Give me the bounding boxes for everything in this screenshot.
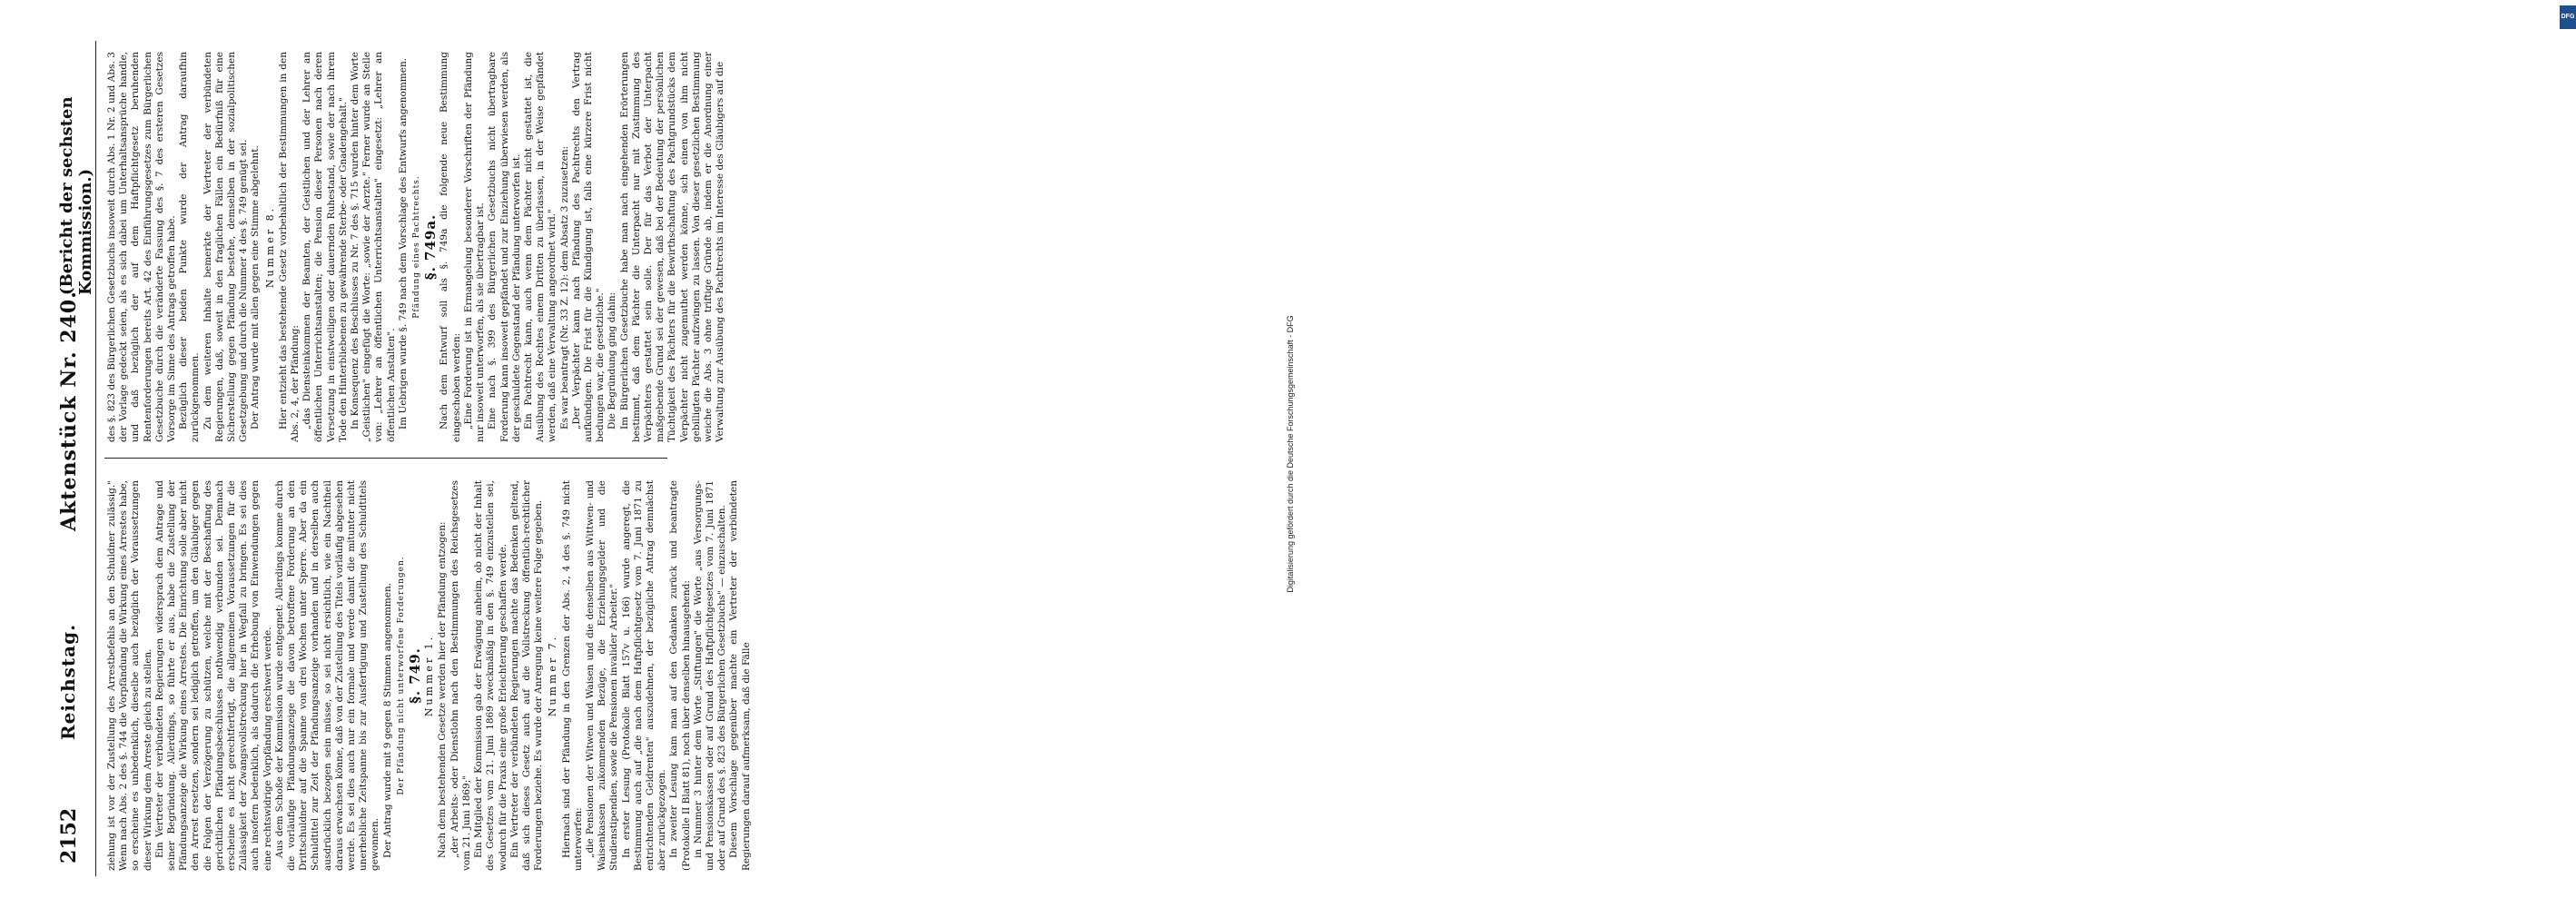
credit-text: Digitalisierung gefördert durch die Deutsche Forschungsgemeinschaft - DFG [1286,315,1295,593]
digitization-credit [1278,0,2575,908]
rotated-page [52,41,1250,876]
paragraph: in Nummer 3 hinter dem Worte „Stiftungen" die Worte „aus Versorgungs- und Pensionskassen oder auf Grund des Haftpflichtgesetzes vom 7. Juni 1871 oder auf Grund des §. 823 des Bürgerlichen Gesetzbuchs" — einzuschalten. [692,480,728,871]
paragraph: Bezüglich dieser beiden Punkte wurde der Antrag daraufhin zurückgenommen. [178,52,202,442]
paragraph: Im Bürgerlichen Gesetzbuche habe man nach eingehenden Erörterungen bestimmt, daß dem Pächter die Unterpacht nur mit Zustimmung des Verpächters gestattet sein solle. Der für das Verbot der Unterpacht maßgebende Grund sei der gewesen, daß bei der Bedeutung der persönlichen Tüchtigkeit des Pächters für die Bewirthschaftung des Pachtgrundstücks dem Verpächter nicht zugemuthet werden könne, sich einen von ihm nicht gebilligten Pächter aufzwingen zu lassen. Von dieser gesetzlichen Bestimmung weiche die Abs. 3 ohne triftige Gründe ab, indem er die Anordnung einer Verwaltung zur Ausübung des Pachtrechts im Interesse des Gläubigers auf die [618,52,726,442]
page-header [52,41,106,876]
paragraph: des §. 823 des Bürgerlichen Gesetzbuchs insoweit durch Abs. 1 Nr. 2 und Abs. 3 der Vorlage gedeckt seien, als es sich dabei um Unterhaltsansprüche handle, und daß bezüglich der auf dem Haftpflichtgesetz beruhenden Rentenforderungen bereits Art. 42 des Einführungsgesetzes zum Bürgerlichen Gesetzbuche durch die veränderte Fassung des §. 7 des ersteren Gesetzes Vorsorge im Sinne des Antrags getroffen habe. [106,52,178,442]
subheading: Der Pfändung nicht unterworfene Forderungen. [396,556,406,795]
paragraph: Die Begründung ging dahin: [607,291,618,429]
number-heading: Nummer 7. [547,634,559,717]
number-heading: Nummer 8. [263,205,276,289]
paragraph: „der Arbeits- oder Dienstlohn nach den Bestimmungen des Reichsgesetzes vom 21. Juni 1869;" [449,480,472,871]
paragraph: Hier entzieht das bestehende Gesetz vorbehaltlich der Bestimmungen in den Abs. 2, 4, der Pfändung: [277,52,301,442]
paragraph: „das Diensteinkommen der Beamten, der Geistlichen und der Lehrer an öffentlichen Unterrichtsanstalten; die Pension dieser Personen nach deren Versetzung in einstweiligen oder dauernden Ruhestand, sowie der nach ihrem Tode den Hinterbliebenen zu gewährende Sterbe- oder Gnadengehalt." [301,52,349,442]
paragraph: Eine nach §. 399 des Bürgerlichen Gesetzbuchs nicht übertragbare Forderung kann insoweit gepfändet und zur Einziehung überwiesen werden, als der geschuldete Gegenstand der Pfändung unterworfen ist. [487,52,522,442]
paragraph: Ein Vertreter der verbündeten Regierungen machte das Bedenken geltend, daß sich dieses Gesetz auch auf die Vollstreckung öffentlich-rechtlicher Forderungen beziehe. Es wurde der Anregung keine weitere Folge gegeben. [508,480,545,871]
number-heading: Nummer 1. [423,634,436,717]
paragraph: Es war beantragt (Nr. 33 Z. 12): dem Absatz 3 zuzusetzen: [558,145,570,429]
column-divider [104,458,667,459]
header-rule [95,41,96,876]
paragraph: Der Antrag wurde mit 9 gegen 8 Stimmen angenommen. [381,582,393,858]
paragraph: „die Pensionen der Witwen und Waisen und die denselben aus Wittwen- und Waisenkassen zukommenden Bezüge, die Erziehungsgelder und die Studienstipendien, sowie die Pensionen invalider Arbeiter." [584,480,620,871]
paragraph: Diesem Vorschlage gegenüber machte ein Vertreter der verbündeten Regierungen darauf aufmerksam, daß die Fälle [728,480,752,871]
paragraph: Ein Mitglied der Kommission gab der Erwägung anheim, ob nicht der Inhalt des Gesetzes vom 21. Juni 1869 zweckmäßig in den §. 749 einzustellen sei, wodurch für die Praxis eine große Erleichterung geschaffen werde. [473,480,508,871]
paragraph: „Eine Forderung ist in Ermangelung besonderer Vorschriften der Pfändung nur insoweit unterworfen, als sie übertragbar ist. [462,52,487,442]
page-number: 2152 [57,807,81,864]
paragraph: ziehung ist vor der Zustellung des Arrestbefehls an den Schuldner zulässig." Wenn nach Abs. 2 des §. 744 die Vorpfändung die Wirkung eines Arrestes habe, so erscheine es unbedenklich, dieselbe auch bezüglich der Voraussetzungen dieser Wirkung dem Arreste gleich zu stellen. [106,480,153,871]
left-column [106,480,752,871]
paragraph: Nach dem bestehenden Gesetze werden hier der Pfändung entzogen: [437,521,449,858]
subheading: Pfändung eines Pachtrechts. [412,175,422,319]
paragraph: Ein Vertreter der verbündeten Regierungen widersprach dem Antrage und seiner Begründung. Allerdings, so führte er aus, habe die Zustellung der Pfändungsanzeige die Wirkung eines Arrestes. Die Einrichtung solle aber nicht den Arrest ersetzen, sondern sei lediglich getroffen, um den Gläubiger gegen die Folgen der Verzögerung zu schützen, welche mit der Beschaffung des gerichtlichen Pfändungsbeschlusses nothwendig verbunden sei. Demnach erscheine es nicht gerechtfertigt, die allgemeinen Voraussetzungen für die Zulässigkeit der Zwangsvollstreckung hier in Wegfall zu bringen. Es sei dies auch insofern bedenklich, als dadurch die Erhebung von Einwendungen gegen eine rechtswidrige Vorpfändung erschwert werde. [153,480,273,871]
paragraph: Im Uebrigen wurde §. 749 nach dem Vorschlage des Entwurfs angenommen. [397,57,409,429]
paragraph: Aus dem Schoße der Kommission wurde entgegnet: Allerdings komme durch die vorläufige Pfändungsanzeige die davon betroffene Forderung an den Drittschuldner auf die Spanne von drei Wochen unter Sperre. Aber da ein Schuldtitel zur Zeit der Pfändungsanzeige vorhanden und in derselben auch ausdrücklich bezogen sein müsse, so sei nicht ersichtlich, wie ein Nachtheil daraus erwachsen könne, daß von der Zustellung des Titels vorläufig abgesehen werde. Es sei dies auch nur ein formale und werde damit die mitunter nicht unerhebliche Zeitspanne bis zur Ausfertigung und Zustellung des Schuldtitels gewonnen. [273,480,381,871]
right-column [106,52,726,442]
running-title-right: (Bericht der sechsten Kommission.) [57,96,95,295]
paragraph: In erster Lesung (Protokolle Blatt 157v u. 166) wurde angeregt, die Bestimmung auch auf „die nach dem Haftpflichtgesetz vom 7. Juni 1871 zu entrichtenden Geldrenten" auszudehnen, der bezügliche Antrag demnächst aber zurückgezogen. [620,480,668,871]
section-heading: §. 749a. [422,213,439,281]
paragraph: Ein Pachtrecht kann, auch wenn dem Pächter nicht gestattet ist, die Ausübung des Rechtes einem Dritten zu überlassen, in der Weise gepfändet werden, daß eine Verwaltung angeordnet wird." [522,52,558,442]
section-heading: §. 749. [407,647,424,704]
running-title-left: Reichstag. [57,623,79,740]
paragraph: In zweiter Lesung kam man auf den Gedanken zurück und beantragte (Protokolle II Blatt 81), noch über denselben hinausgehend: [668,480,692,871]
paragraph: „Der Verpächter kann nach Pfändung des Pachtrechts den Vertrag aufkündigen. Die Frist für die Kündigung ist, falls eine kürzere Frist nicht bedungen war, die gesetzliche." [570,52,607,442]
running-title-center: Aktenstück Nr. 240. [57,291,81,531]
paragraph: Zu dem weiteren Inhalte bemerkte der Vertreter der verbündeten Regierungen, daß, soweit in den fraglichen Fällen ein Bedürfniß für eine Sicherstellung gegen Pfändung bestehe, demselben in der sozialpolitischen Gesetzgebung und durch die Nummer 4 des §. 749 genügt sei. [202,52,250,442]
paragraph: Hiernach sind der Pfändung in den Grenzen der Abs. 2, 4 des §. 749 nicht unterworfen: [560,480,584,871]
paragraph: Der Antrag wurde mit allen gegen eine Stimme abgelehnt. [250,145,262,429]
dfg-logo: DFG [2560,5,2576,29]
paragraph: Nach dem Entwurf soll als §. 749a die folgende neue Bestimmung eingeschoben werden: [439,52,462,442]
paragraph: In Konsequenz des Beschlusses zu Nr. 7 des §. 715 wurden hinter dem Worte „Geistlichen" eingefügt die Worte: „sowie der Aerzte." Ferner wurde an Stelle von: „Lehrer an öffentlichen Unterrichtsanstalten" eingesetzt: „Lehrer an öffentlichen Anstalten". [350,52,397,442]
